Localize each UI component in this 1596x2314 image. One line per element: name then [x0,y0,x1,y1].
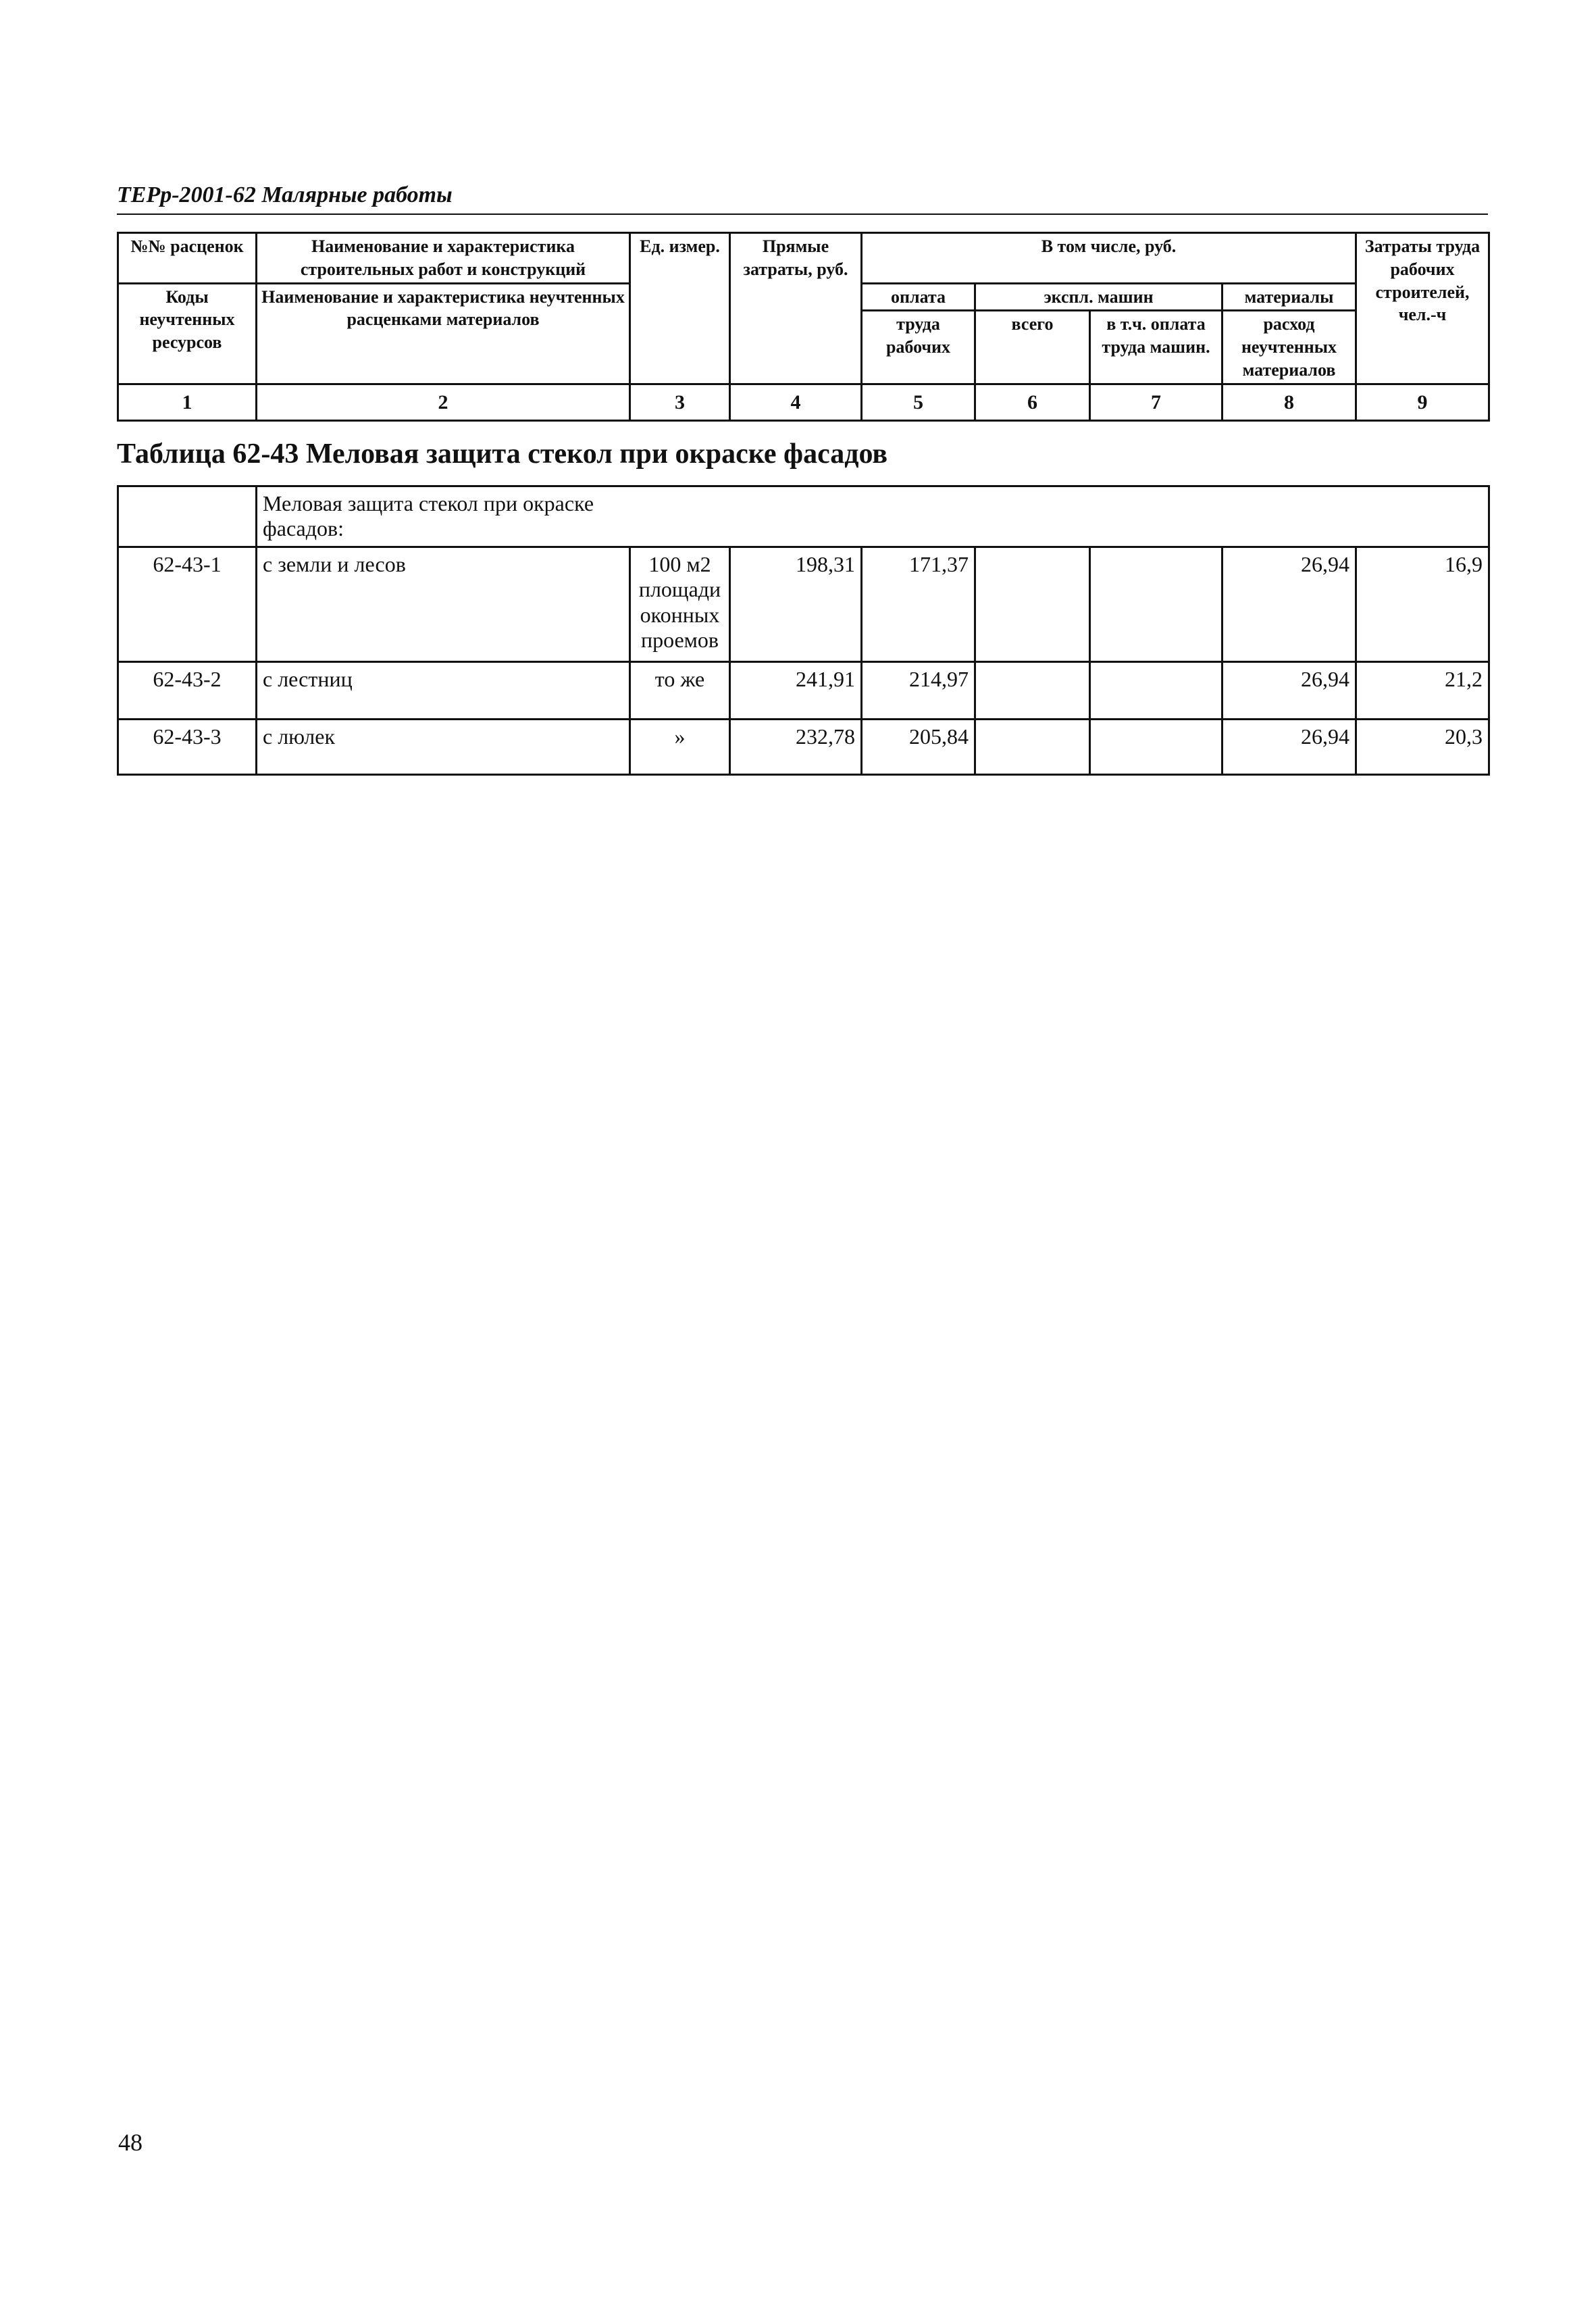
table-row [118,547,1489,661]
machine-labor [1090,661,1222,719]
hdr-ekspl: экспл. машин [975,283,1222,311]
column-header-table [117,232,1490,422]
work-name: с лестниц [257,661,630,719]
header-rule [117,213,1488,215]
hdr-labor: труда рабочих [862,311,975,384]
labor-pay: 205,84 [862,719,975,774]
machine-labor [1090,547,1222,661]
labor-pay: 171,37 [862,547,975,661]
rate-code: 62-43-3 [118,719,257,774]
work-name: с люлек [257,719,630,774]
hdr-oplata: оплата [862,283,975,311]
col-number: 2 [257,384,630,420]
direct-costs: 241,91 [730,661,862,719]
col-number: 6 [975,384,1090,420]
col-number: 9 [1356,384,1489,420]
table-title: Таблица 62-43 Меловая защита стекол при окраске фасадов [117,438,888,470]
machine-total [975,719,1090,774]
machine-total [975,661,1090,719]
col-number: 4 [730,384,862,420]
machine-labor [1090,719,1222,774]
hdr-direct: Прямые затраты, руб. [730,233,862,384]
hdr-materials-use: расход неучтенных материалов [1222,311,1356,384]
col-number: 5 [862,384,975,420]
hdr-name: Наименование и характеристика строительных работ и конструкций [257,233,630,284]
hdr-mach-total: всего [975,311,1090,384]
hdr-code: №№ расценок [118,233,257,284]
hdr-unit: Ед. измер. [630,233,730,384]
hdr-resource-names: Наименование и характеристика неучтенных расценками материалов [257,283,630,384]
materials: 26,94 [1222,719,1356,774]
rate-code: 62-43-2 [118,661,257,719]
labor-hours: 20,3 [1356,719,1489,774]
unit: » [630,719,730,774]
machine-total [975,547,1090,661]
work-name: с земли и лесов [257,547,630,661]
direct-costs: 232,78 [730,719,862,774]
hdr-resource-codes: Коды неучтенных ресурсов [118,283,257,384]
running-head: ТЕРр-2001-62 Малярные работы [117,182,453,207]
hdr-mach-labor: в т.ч. оплата труда машин. [1090,311,1222,384]
direct-costs: 198,31 [730,547,862,661]
section-title [257,486,1489,547]
labor-hours: 16,9 [1356,547,1489,661]
page-number: 48 [118,2129,143,2156]
rates-table [117,485,1490,776]
materials: 26,94 [1222,547,1356,661]
unit: 100 м2 площади оконных проемов [630,547,730,661]
col-number: 3 [630,384,730,420]
labor-hours: 21,2 [1356,661,1489,719]
materials: 26,94 [1222,661,1356,719]
table-row [118,661,1489,719]
labor-pay: 214,97 [862,661,975,719]
col-number: 8 [1222,384,1356,420]
rate-code: 62-43-1 [118,547,257,661]
unit: то же [630,661,730,719]
hdr-hours: Затраты труда рабочих строителей, чел.-ч [1356,233,1489,384]
section-title-text: Меловая защита стекол при окраске фасадов: [263,491,594,541]
col-number: 1 [118,384,257,420]
section-code-cell [118,486,257,547]
table-row [118,719,1489,774]
col-number: 7 [1090,384,1222,420]
hdr-materialy: материалы [1222,283,1356,311]
hdr-group: В том числе, руб. [862,233,1356,284]
